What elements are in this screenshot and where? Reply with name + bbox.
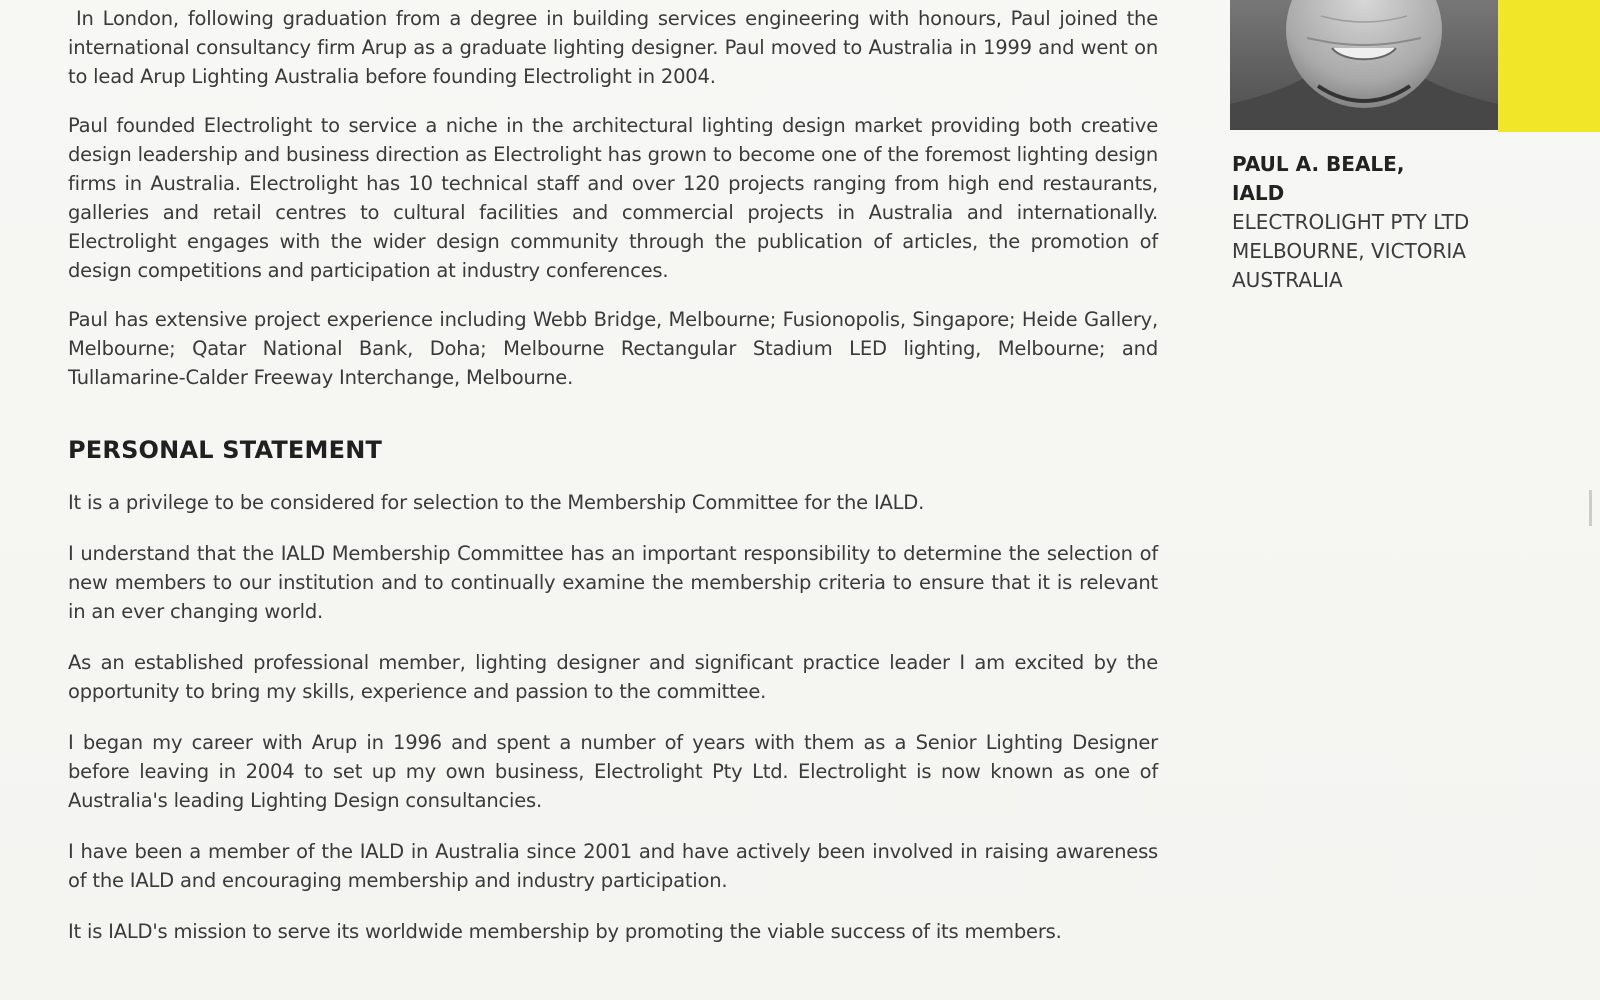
statement-paragraph-6: It is IALD's mission to serve its worldwide membership by promoting the viable success of its members. [68,920,1062,943]
profile-company: ELECTROLIGHT PTY LTD [1232,210,1470,234]
profile-name-line-1: PAUL A. BEALE, [1232,152,1405,176]
profile-country: AUSTRALIA [1232,268,1343,292]
statement-paragraph-5: I have been a member of the IALD in Australia since 2001 and have actively been involved in raising awareness of the IALD and encouraging membership and industry participation. [68,840,1158,892]
profile-caption [1232,150,1532,295]
profile-city: MELBOURNE, VICTORIA [1232,239,1466,263]
portrait-image [1230,0,1498,130]
bio-paragraph-1: In London, following graduation from a degree in building services engineering with honours, Paul joined the international consultancy firm Arup as a graduate lighting designer. Paul moved to Australia in 1999 and went on to lead Arup Lighting Australia before founding Electrolight in 2004. [68,7,1158,88]
main-column [68,4,1158,968]
statement-paragraph-4: I began my career with Arup in 1996 and spent a number of years with them as a Senior Lighting Designer before leaving in 2004 to set up my own business, Electrolight Pty Ltd. Electrolight is now known as one of Australia's leading Lighting Design consultancies. [68,731,1158,812]
statement-paragraph-3: As an established professional member, lighting designer and significant practice leader I am excited by the opportunity to bring my skills, experience and passion to the committee. [68,651,1158,703]
statement-paragraph-1: It is a privilege to be considered for selection to the Membership Committee for the IALD. [68,491,925,514]
bio-paragraph-3: Paul has extensive project experience including Webb Bridge, Melbourne; Fusionopolis, Singapore; Heide Gallery, Melbourne; Qatar National Bank, Doha; Melbourne Rectangular Stadium LED lighting, Melbourne; and Tullamarine-Calder Freeway Interchange, Melbourne. [68,308,1158,389]
portrait-photo [1230,0,1498,130]
statement-paragraph-2: I understand that the IALD Membership Committee has an important responsibility to determine the selection of new members to our institution and to continually examine the membership criteria to ensure that it is relevant in an ever changing world. [68,542,1158,623]
yellow-accent-tab [1498,0,1600,132]
page-edge-mark [1589,490,1592,526]
profile-name-line-2: IALD [1232,181,1285,205]
personal-statement-heading: PERSONAL STATEMENT [68,436,383,464]
bio-paragraph-2: Paul founded Electrolight to service a niche in the architectural lighting design market providing both creative design leadership and business direction as Electrolight has grown to become one of the foremost lighting design firms in Australia. Electrolight has 10 technical staff and over 120 projects ranging from high end restaurants, galleries and retail centres to cultural facilities and commercial projects in Australia and internationally. Electrolight engages with the wider design community through the publication of articles, the promotion of design competitions and participation at industry conferences. [68,114,1158,282]
